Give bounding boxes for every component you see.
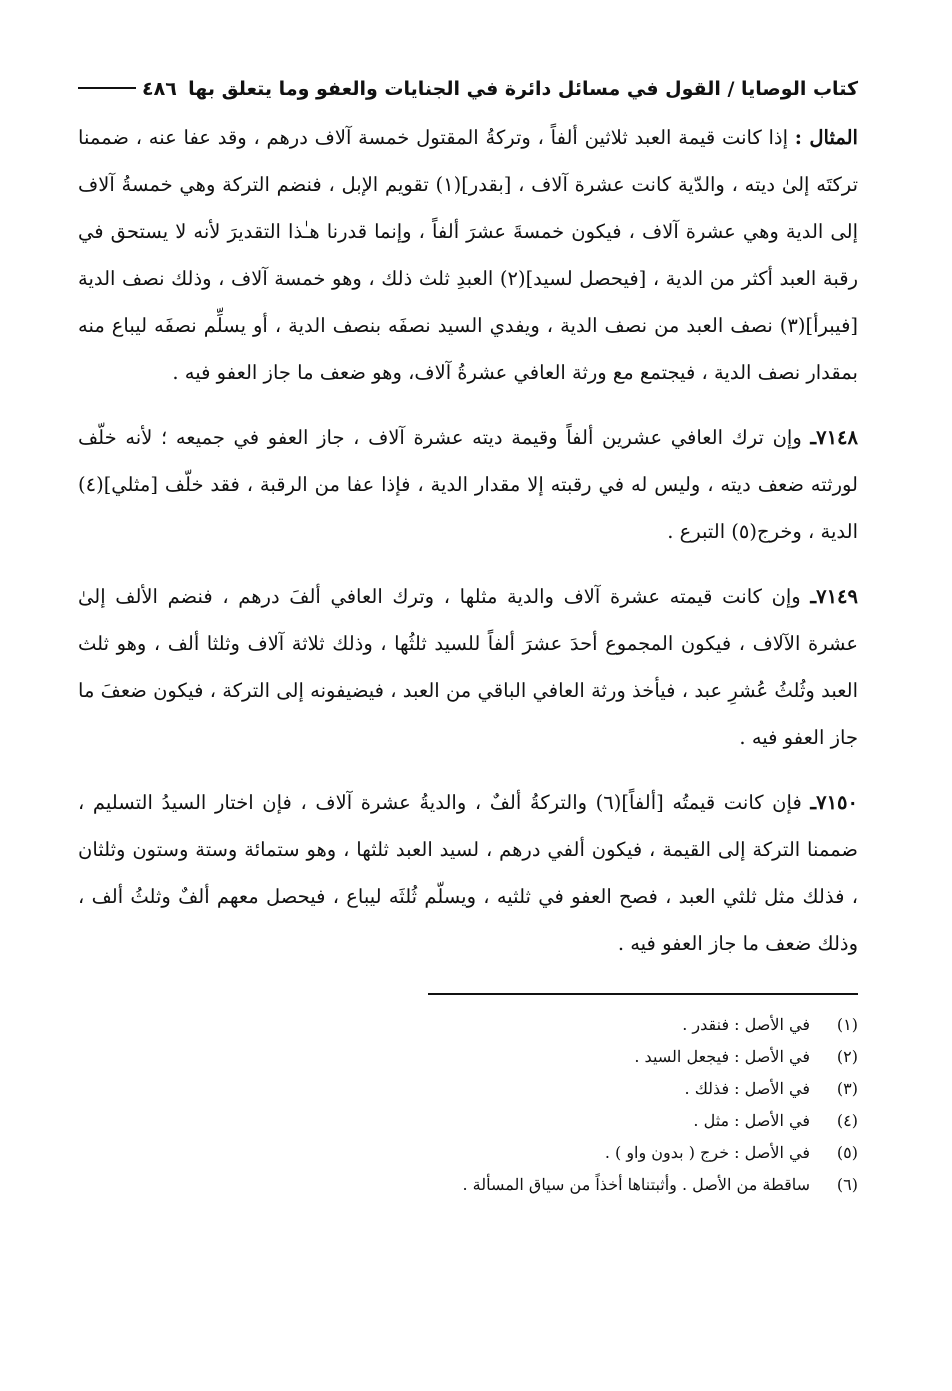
- footnotes: [78, 1009, 858, 1201]
- book-page: [78, 78, 858, 1201]
- footnote: [78, 1041, 858, 1073]
- footnote-text: في الأصل : فنقدر .: [682, 1015, 810, 1034]
- paragraph-7150: [78, 779, 858, 967]
- footnote-number: (٣): [836, 1079, 858, 1098]
- page-header: [78, 78, 858, 114]
- footnote-number: (٦): [836, 1175, 858, 1194]
- page-number-group: [78, 78, 177, 100]
- paragraph-text: وإن كانت قيمته عشرة آلاف والدية مثلها ، وترك العافي ألفَ درهم ، فنضم الألف إلىٰ عشرة الآلاف ، فيكون المجموع أحدَ عشرَ ألفاً للسيد ثلثُها ، وذلك ثلاثة آلاف وثلثا ألف ، وهو ثلث العبد وثُلثُ عُشرِ عبد ، فيأخذ ورثة العافي الباقي من العبد ، فيضيفونه إلى التركة ، فيكون ضعفَ ما جاز العفو فيه .: [78, 585, 858, 749]
- footnote-text: ساقطة من الأصل . وأثبتناها أخذاً من سياق المسألة .: [462, 1175, 810, 1194]
- footnote-text: في الأصل : خرج ( بدون واو ) .: [604, 1143, 810, 1162]
- footnote-number: (١): [836, 1015, 858, 1034]
- paragraph-number: ٧١٥٠ـ: [810, 791, 858, 814]
- paragraph-7149: [78, 573, 858, 761]
- footnote-number: (٢): [836, 1047, 858, 1066]
- paragraph-text: وإن ترك العافي عشرين ألفاً وقيمة ديته عشرة آلاف ، جاز العفو في جميعه ؛ لأنه خلّف لورثته ضعف ديته ، وليس له في رقبته إلا مقدار الدية ، فإذا عفا من الرقبة ، فقد خلّف [مثلي](٤) الدية ، وخرج(٥) التبرع .: [78, 426, 858, 543]
- running-title: كتاب الوصايا / القول في مسائل دائرة في الجنايات والعفو وما يتعلق بها: [188, 78, 858, 100]
- paragraph-number: ٧١٤٩ـ: [810, 585, 858, 608]
- footnote: [78, 1137, 858, 1169]
- footnote-text: في الأصل : فذلك .: [684, 1079, 810, 1098]
- paragraph-example: [78, 114, 858, 396]
- paragraph-7148: [78, 414, 858, 555]
- footnote: [78, 1105, 858, 1137]
- header-rule: [78, 87, 136, 89]
- paragraph-text: إذا كانت قيمة العبد ثلاثين ألفاً ، وتركةُ المقتول خمسة آلاف درهم ، وقد عفا عنه ، ضممنا تركتَه إلىٰ ديته ، والدّية كانت عشرة آلاف ، [بقدر](١) تقويم الإبل ، فنضم التركة وهي خمسةُ آلاف إلى الدية وهي عشرة آلاف ، فيكون خمسةَ عشرَ ألفاً ، وإنما قدرنا هـٰذا التقديرَ لأنه لا يستحق في رقبة العبد أكثر من الدية ، [فيحصل لسيد](٢) العبدِ ثلث ذلك ، وهو خمسة آلاف ، وذلك نصف الدية [فيبرأ](٣) نصف العبد من نصف الدية ، ويفدي السيد نصفَه بنصف الدية ، أو يسلِّم نصفَه ليباع منه بمقدار نصف الدية ، فيجتمع مع ورثة العافي عشرةُ آلاف، وهو ضعف ما جاز العفو فيه .: [78, 126, 858, 384]
- footnote: [78, 1009, 858, 1041]
- footnote: [78, 1169, 858, 1201]
- footnote-text: في الأصل : مثل .: [693, 1111, 810, 1130]
- footnote-number: (٥): [836, 1143, 858, 1162]
- footnote-number: (٤): [836, 1111, 858, 1130]
- footnote: [78, 1073, 858, 1105]
- paragraph-lead: المثال :: [794, 126, 858, 149]
- paragraph-number: ٧١٤٨ـ: [810, 426, 858, 449]
- footnote-separator: [428, 993, 858, 995]
- footnote-text: في الأصل : فيجعل السيد .: [634, 1047, 810, 1066]
- page-number: ٤٨٦: [142, 78, 177, 100]
- paragraph-text: فإن كانت قيمتُه [ألفاً](٦) والتركةُ ألفٌ ، والديةُ عشرة آلاف ، فإن اختار السيدُ التسليم ، ضممنا التركة إلى القيمة ، فيكون ألفي درهم ، لسيد العبد ثلثها ، وهو ستمائة وستة وستون وثلثان ، فذلك مثل ثلثي العبد ، فصح العفو في ثلثيه ، ويسلّم ثُلثَه ليباع ، فيحصل معهم ألفٌ وثلثُ ألف ، وذلك ضعف ما جاز العفو فيه .: [78, 791, 858, 955]
